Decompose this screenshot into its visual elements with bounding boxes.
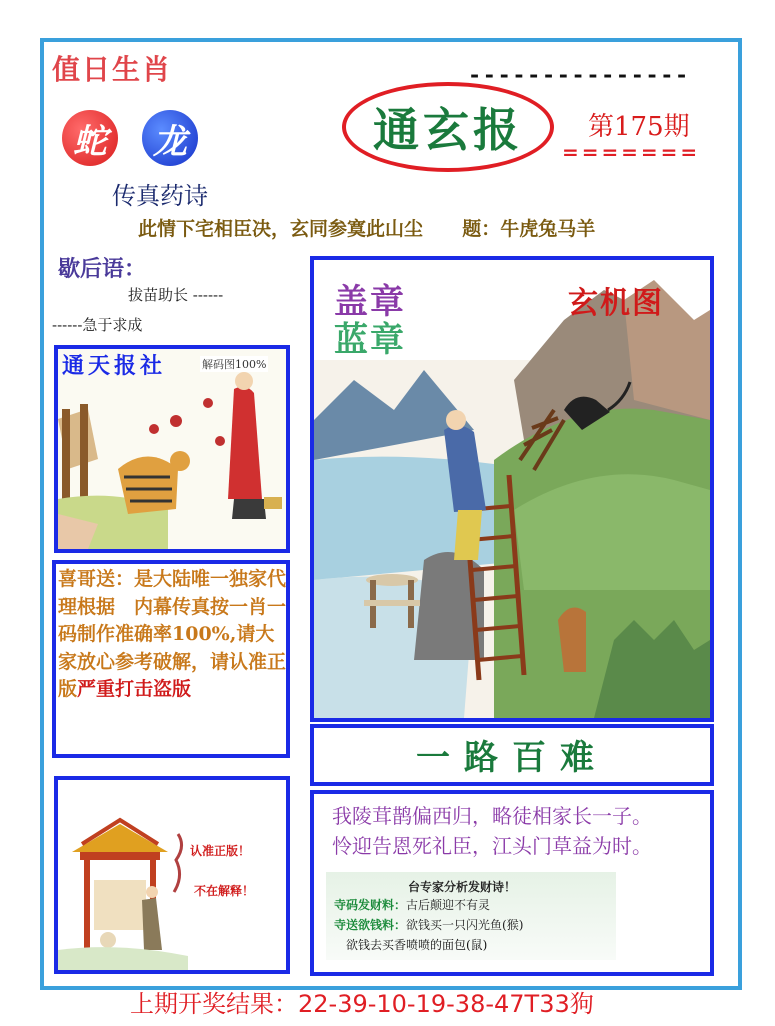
expert-line-1-value: 古后颠迎不有灵: [406, 898, 491, 912]
paper-title: 通玄报: [342, 82, 554, 172]
expert-title: 台专家分析发财诗！: [408, 880, 517, 894]
mystery-title: 玄机图: [568, 286, 664, 321]
stamp-text-1: 盖章: [334, 282, 406, 322]
promo-text-red: 严重打击盗版: [77, 678, 192, 700]
promo-text-main: 喜哥送：是大陆唯一独家代理根据 内幕传真按一肖一码制作准确率100%,请大家放心参考破解，请认准正版: [58, 568, 287, 700]
genuine-box: [54, 776, 290, 974]
stamp-text-2: 蓝章: [334, 320, 406, 360]
pavilion-illustration: [58, 780, 286, 970]
xiehouyu-line-1: 拔苗助长 ------: [128, 286, 224, 304]
expert-line-2: [334, 916, 523, 933]
xiehouyu-line-2: ------急于求成: [52, 316, 143, 334]
tiantian-tag: 解码图100%: [202, 358, 267, 371]
expert-line-3: 欲钱去买香喷喷的面包(鼠): [346, 938, 488, 952]
tiantian-label: 通天报社: [62, 353, 167, 379]
last-draw-result: 上期开奖结果：22-39-10-19-38-47T33狗: [130, 990, 594, 1018]
zodiac-snake-badge: 蛇: [62, 110, 118, 166]
zodiac-dragon-badge: 龙: [142, 110, 198, 166]
issue-number: 第175期: [588, 112, 690, 142]
poem-line-2: 怜迎告恩死礼臣，江头门草益为时。: [332, 834, 652, 858]
phrase-text: 一路百难: [416, 738, 608, 778]
xiehouyu-title: 歇后语：: [58, 256, 147, 282]
duty-zodiac-title: 值日生肖: [52, 53, 173, 86]
promo-text: [58, 566, 286, 704]
poem-topic: 题：牛虎兔马羊: [462, 218, 596, 240]
fax-poem-title: 传真药诗: [112, 182, 208, 210]
poem-text: 此情下宅相臣决，玄同参寞此山尘: [138, 218, 424, 240]
dash-line: - - - - - - - - - - - - - - -: [470, 62, 686, 88]
expert-line-2-value: 欲钱买一只闪光鱼(猴): [406, 918, 524, 932]
poem-line: [138, 214, 595, 241]
genuine-line-1: 认准正版！: [190, 844, 251, 858]
genuine-line-2: 不在解释！: [194, 884, 255, 898]
expert-line-1: [334, 896, 490, 913]
expert-line-2-key: 寺送欲钱料：: [334, 918, 407, 932]
poem-line-1: 我陵茸鹊偏西归，略徒相家长一子。: [332, 804, 652, 828]
expert-line-1-key: 寺码发财料：: [334, 898, 407, 912]
issue-underline: = = = = = = =: [562, 140, 696, 164]
